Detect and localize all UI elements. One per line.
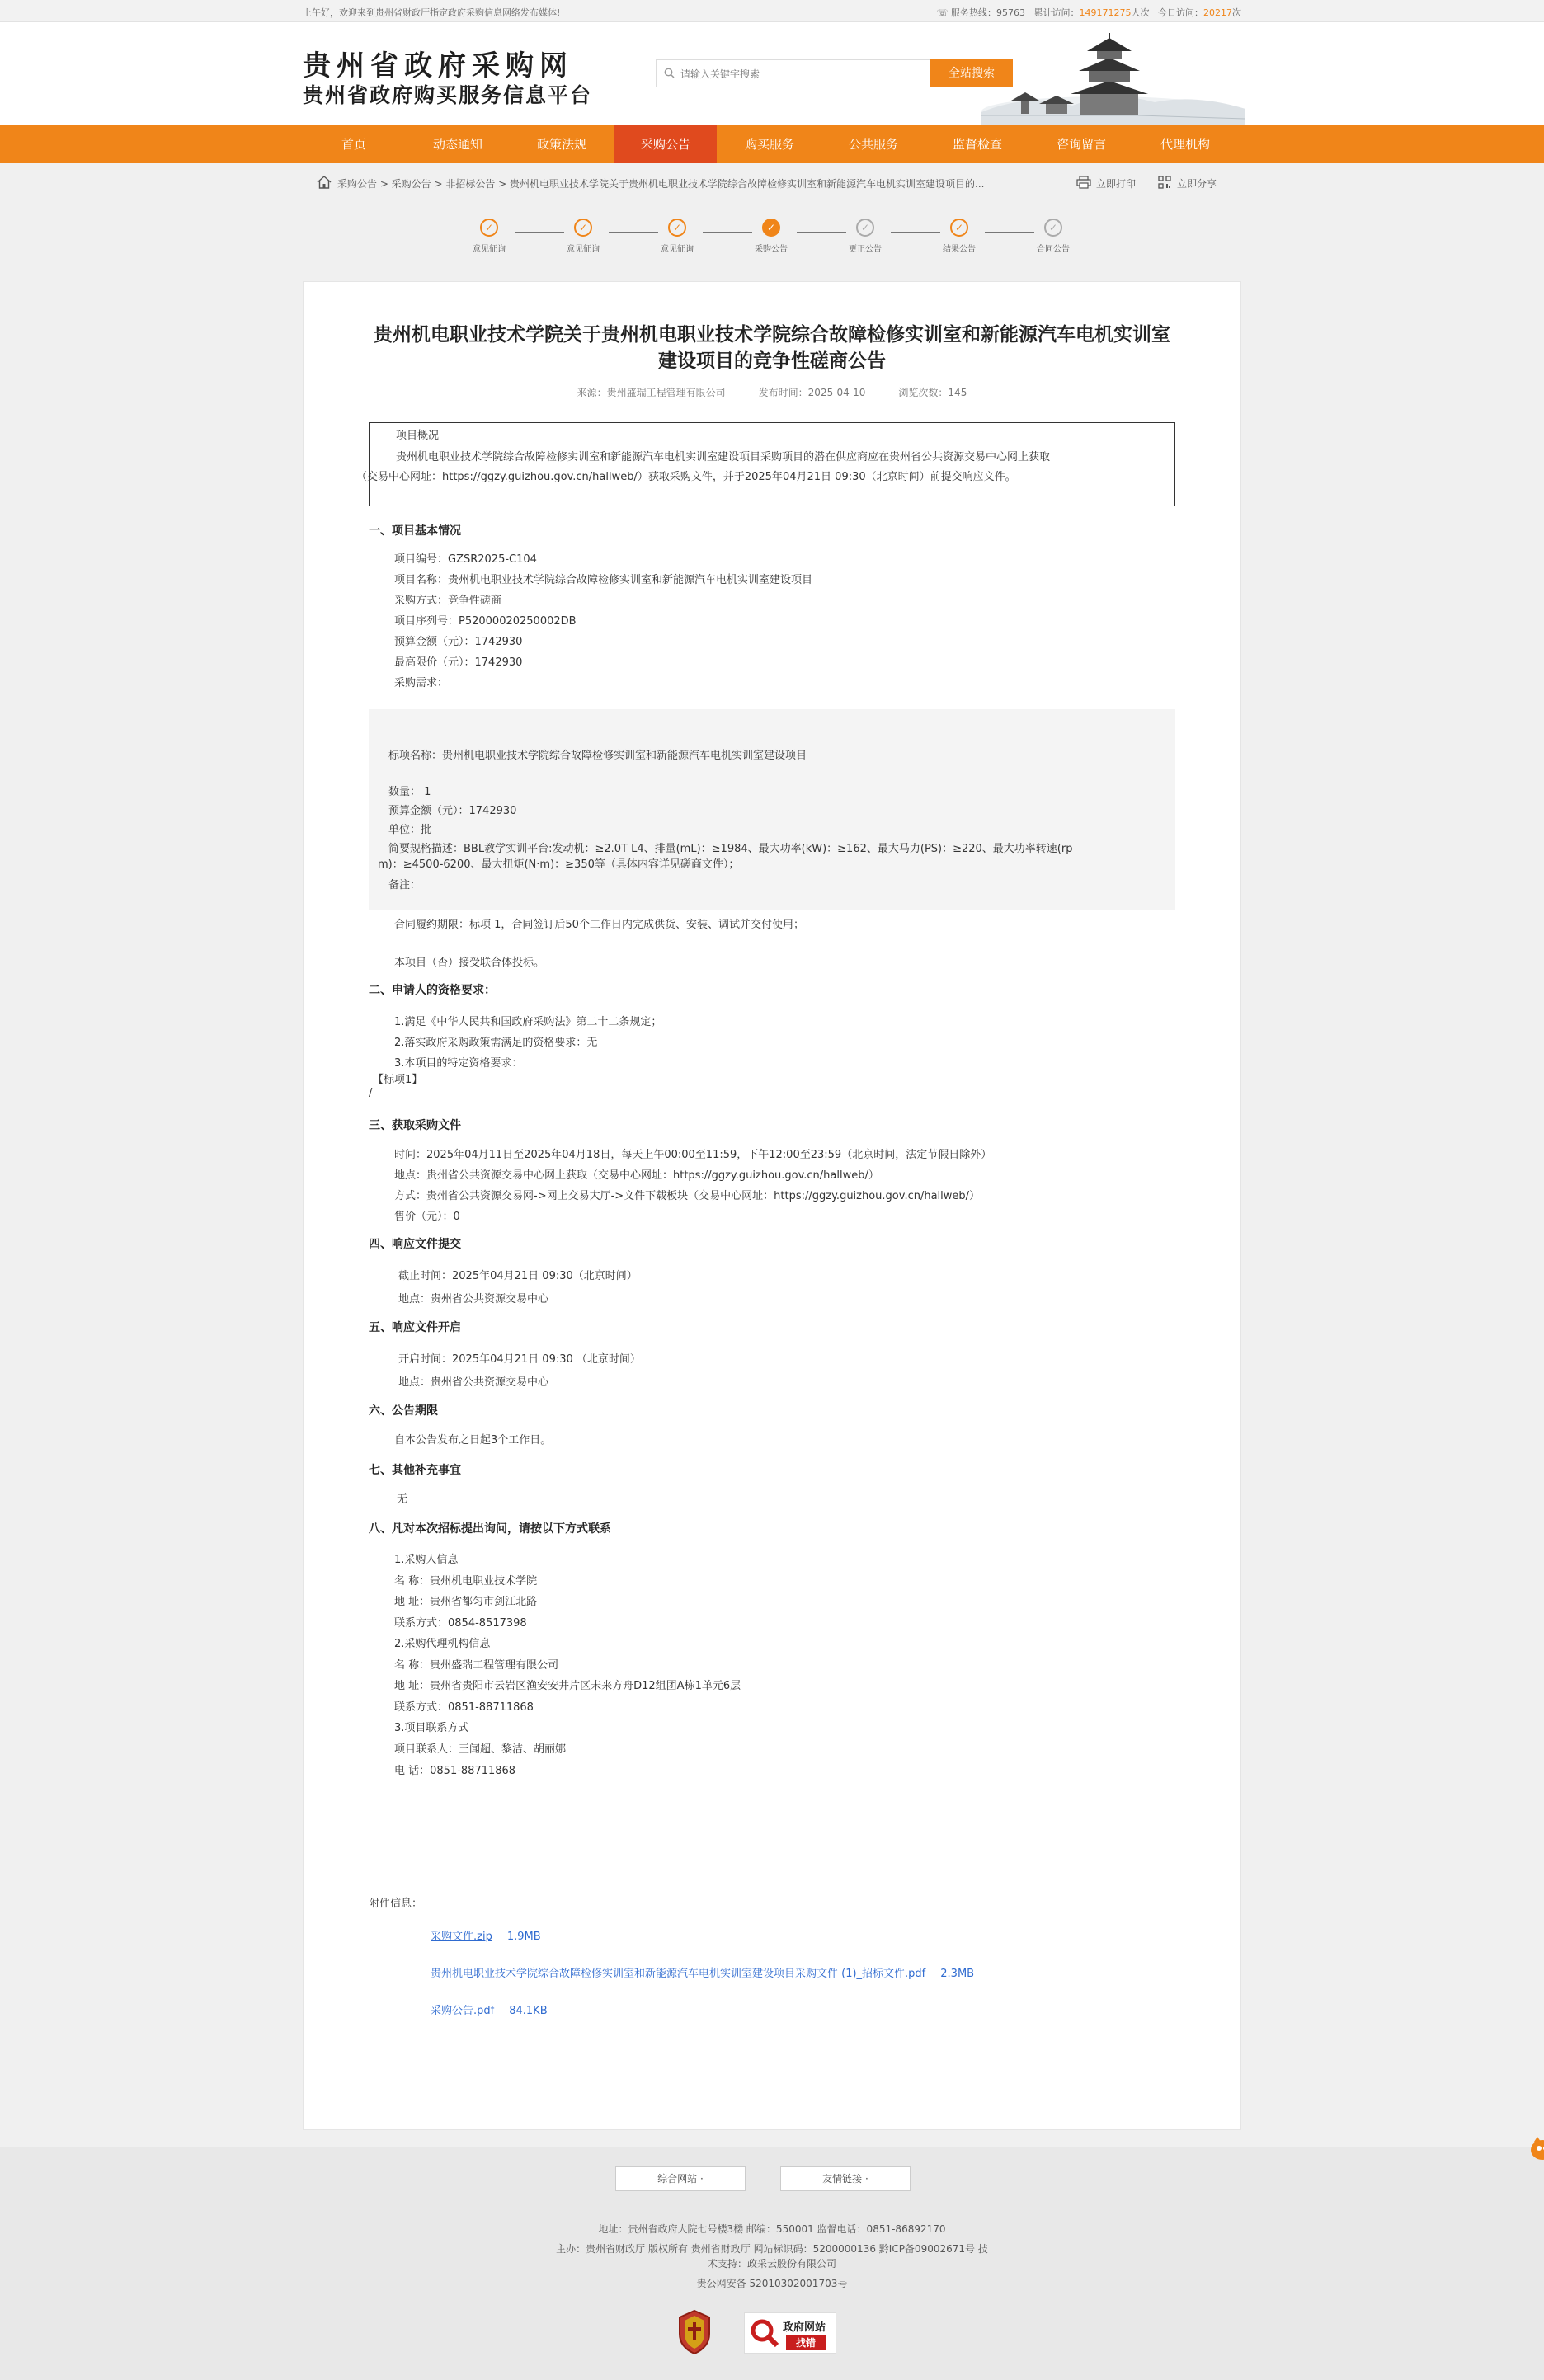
info-line: 项目名称：贵州机电职业技术学院综合故障检修实训室和新能源汽车电机实训室建设项目 [394,574,813,586]
progress-step-current[interactable]: ✓ 采购公告 [738,219,804,254]
contact-line: 地 址：贵州省贵阳市云岩区渔安安井片区未来方舟D12组团A栋1单元6层 [394,1680,741,1692]
breadcrumb-path[interactable]: 采购公告 > 采购公告 > 非招标公告 > 贵州机电职业技术学院关于贵州机电职业技术学院综合故障检修实训室和新能源汽车电机实训室建设项目的... [337,178,985,190]
pagoda-decoration-icon [981,33,1245,125]
search-icon [664,68,675,78]
hotline-icon: ☏ [936,7,951,18]
section-heading: 三、获取采购文件 [369,1119,461,1132]
attachment-link[interactable]: 采购文件.zip [431,1931,492,1943]
lot-budget: 预算金额（元）：1742930 [388,805,517,817]
info-line: 采购需求： [394,677,449,689]
welcome-text: 上午好，欢迎来到贵州省财政厅指定政府采购信息网络发布媒体! [303,7,561,18]
contact-line: 名 称：贵州盛瑞工程管理有限公司 [394,1659,559,1672]
nav-item-procurement[interactable]: 采购公告 [614,125,717,163]
info-line: 项目编号：GZSR2025-C104 [394,553,537,566]
contact-line: 联系方式：0851-88711868 [394,1701,534,1714]
lot-name: 标项名称：贵州机电职业技术学院综合故障检修实训室和新能源汽车电机实训室建设项目 [388,750,807,762]
nav-item-agencies[interactable]: 代理机构 [1160,137,1210,152]
attachments-label: 附件信息： [369,1898,423,1910]
qrcode-icon[interactable] [1158,176,1171,189]
site-logo-title[interactable]: 贵州省政府采购网 [303,49,573,82]
attachment-link[interactable]: 采购公告.pdf [431,2005,495,2017]
visit-stats: ☏ 服务热线：95763 累计访问：149171275人次 今日访问：20217次 [936,7,1241,18]
nav-item-home[interactable]: 首页 [341,137,366,152]
section-heading: 五、响应文件开启 [369,1321,461,1334]
footer-tech-support: 术支持：政采云股份有限公司 [707,2258,836,2269]
lot-unit: 单位：批 [388,824,432,836]
breadcrumb [303,175,1241,191]
consortium-note: 本项目（否）接受联合体投标。 [394,957,545,969]
overview-paragraph: 贵州机电职业技术学院综合故障检修实训室和新能源汽车电机实训室建设项目采购项目的潜在供应商应在贵州省公共资源交易中心网上获取 （交易中心网址：https://ggzy.guizhou.gov.cn/hallweb/）获取采购文件，并于2025年04月21日 09:30（北京时间）前提交响应文件。 [356,451,1051,483]
progress-step[interactable]: ✓ 意见征询 [644,219,710,254]
contact-line: 1.采购人信息 [394,1554,459,1566]
lot-quantity: 数量： 1 [388,786,431,798]
footer-address: 地址：贵州省政府大院七号楼3楼 邮编：550001 监督电话：0851-86892170 [598,2223,946,2235]
contact-line: 联系方式：0854-8517398 [394,1617,527,1630]
contact-line: 项目联系人：王闻超、黎洁、胡丽娜 [394,1743,567,1756]
info-line: 方式：贵州省公共资源交易网->网上交易大厅->文件下载板块（交易中心网址：https://ggzy.guizhou.gov.cn/hallweb/） [394,1190,981,1202]
progress-step[interactable]: ✓ 意见征询 [456,219,522,254]
nav-item-supervision[interactable]: 监督检查 [952,137,1002,152]
article-publish-date: 发布时间：2025-04-10 [758,387,866,398]
article-views: 浏览次数：145 [898,387,967,398]
search-input[interactable] [679,64,921,84]
progress-step[interactable]: ✓ 结果公告 [926,219,992,254]
section-heading: 六、公告期限 [369,1404,438,1418]
info-line: 开启时间：2025年04月21日 09:30 （北京时间） [398,1353,641,1366]
info-line: 地点：贵州省公共资源交易中心网上获取（交易中心网址：https://ggzy.guizhou.gov.cn/hallweb/） [394,1169,879,1182]
check-icon: ✓ [762,219,780,237]
article-source: 来源：贵州盛瑞工程管理有限公司 [577,387,726,398]
friendly-links-select[interactable]: 友情链接 · [780,2166,911,2191]
info-line: 最高限价（元）：1742930 [394,656,523,669]
site-logo-subtitle[interactable]: 贵州省政府购买服务信息平台 [303,83,593,107]
info-line: 售价（元）：0 [394,1211,460,1223]
print-button[interactable]: 立即打印 [1096,178,1137,190]
nav-item-purchase-service[interactable]: 购买服务 [744,137,794,152]
footer-police-record: 贵公网安备 52010302001703号 [696,2278,848,2289]
today-visits: 20217 [1203,7,1232,18]
section-heading: 四、响应文件提交 [369,1238,461,1251]
overview-heading: 项目概况 [396,430,440,442]
info-line: 截止时间：2025年04月21日 09:30（北京时间） [398,1270,638,1282]
announcement-progress [0,219,1544,260]
info-line: 地点：贵州省公共资源交易中心 [398,1293,549,1305]
overview-box [356,422,1175,506]
attachment-size: 1.9MB [506,1931,541,1943]
footer-copyright: 主办：贵州省财政厅 版权所有 贵州省财政厅 网站标识码：5200000136 黔ICP备09002671号 技 [556,2243,988,2255]
progress-step[interactable]: ✓ 更正公告 [832,219,898,254]
info-line: 预算金额（元）：1742930 [394,636,523,648]
article-meta [369,385,1175,399]
attachment-item [431,1927,541,1943]
contact-line: 名 称：贵州机电职业技术学院 [394,1575,538,1587]
check-icon: ✓ [574,219,592,237]
progress-step[interactable]: ✓ 合同公告 [1020,219,1086,254]
check-icon: ✓ [668,219,686,237]
gov-website-error-badge[interactable]: 政府网站 找错 [744,2312,836,2354]
attachment-link[interactable]: 贵州机电职业技术学院综合故障检修实训室和新能源汽车电机实训室建设项目采购文件 (1)_招标文件.pdf [431,1968,926,1980]
site-search-button[interactable]: 全站搜索 [930,59,1013,87]
main-nav [0,125,1544,163]
print-icon[interactable] [1076,176,1091,189]
nav-item-public-service[interactable]: 公共服务 [848,137,898,152]
info-line: 地点：贵州省公共资源交易中心 [398,1376,549,1389]
nav-item-consultation[interactable]: 咨询留言 [1056,137,1106,152]
contact-line: 电 话：0851-88711868 [394,1765,516,1777]
section-heading: 二、申请人的资格要求： [369,984,496,997]
magnifier-icon [750,2318,779,2348]
float-icon[interactable] [1528,2135,1544,2163]
info-line: 【标项1】 [373,1074,423,1086]
share-button[interactable]: 立即分享 [1177,178,1217,190]
search-box[interactable] [656,59,930,87]
info-line: 自本公告发布之日起3个工作日。 [394,1434,552,1446]
lot-spec: 简要规格描述：BBL教学实训平台:发动机：≥2.0T L4、排量(mL)：≥1984、最大功率(kW)：≥162、最大马力(PS)：≥220、最大功率转速(rp [388,843,1073,855]
contract-term: 合同履约期限：标项 1，合同签订后50个工作日内完成供货、安装、调试并交付使用； [394,919,804,931]
top-bar [0,0,1544,22]
section-heading: 八、凡对本次招标提出询问，请按以下方式联系 [369,1522,611,1536]
info-line: 时间：2025年04月11日至2025年04月18日，每天上午00:00至11:59，下午12:00至23:59（北京时间，法定节假日除外） [394,1149,992,1161]
info-line: 采购方式：竞争性磋商 [394,595,502,607]
nav-item-news[interactable]: 动态通知 [432,137,482,152]
check-icon: ✓ [1044,219,1062,237]
attachment-item [431,1964,974,1980]
section-heading: 一、项目基本情况 [369,524,461,538]
article-title: 贵州机电职业技术学院关于贵州机电职业技术学院综合故障检修实训室和新能源汽车电机实训室 建设项目的竞争性磋商公告 [374,324,1170,372]
section-heading: 七、其他补充事宜 [369,1464,461,1477]
check-icon: ✓ [950,219,968,237]
info-line: / [369,1087,373,1099]
attachment-item [431,2001,548,2017]
contact-line: 地 址：贵州省都匀市剑江北路 [394,1596,538,1608]
info-line: 项目序列号：P52000020250002DB [394,615,577,628]
check-icon: ✓ [480,219,498,237]
nav-item-policy[interactable]: 政策法规 [536,137,586,152]
contact-line: 2.采购代理机构信息 [394,1638,491,1650]
lot-spec-cont: m)：≥4500-6200、最大扭矩(N·m)：≥350等（具体内容详见磋商文件）； [378,858,740,871]
hotline-number: 95763 [996,7,1025,18]
info-line: 无 [397,1493,408,1506]
progress-step[interactable]: ✓ 意见征询 [550,219,616,254]
info-line: 3.本项目的特定资格要求： [394,1057,523,1070]
info-line: 1.满足《中华人民共和国政府采购法》第二十二条规定； [394,1016,662,1028]
lot-remark: 备注： [388,879,421,891]
emblem-icon[interactable] [676,2309,713,2355]
contact-line: 3.项目联系方式 [394,1722,469,1734]
home-icon[interactable] [317,176,332,189]
comprehensive-sites-select[interactable]: 综合网站 · [615,2166,746,2191]
info-line: 2.落实政府采购政策需满足的资格要求：无 [394,1037,598,1049]
attachment-size: 84.1KB [509,2005,548,2017]
total-visits: 149171275 [1079,7,1132,18]
attachment-size: 2.3MB [940,1968,975,1980]
check-icon: ✓ [856,219,874,237]
